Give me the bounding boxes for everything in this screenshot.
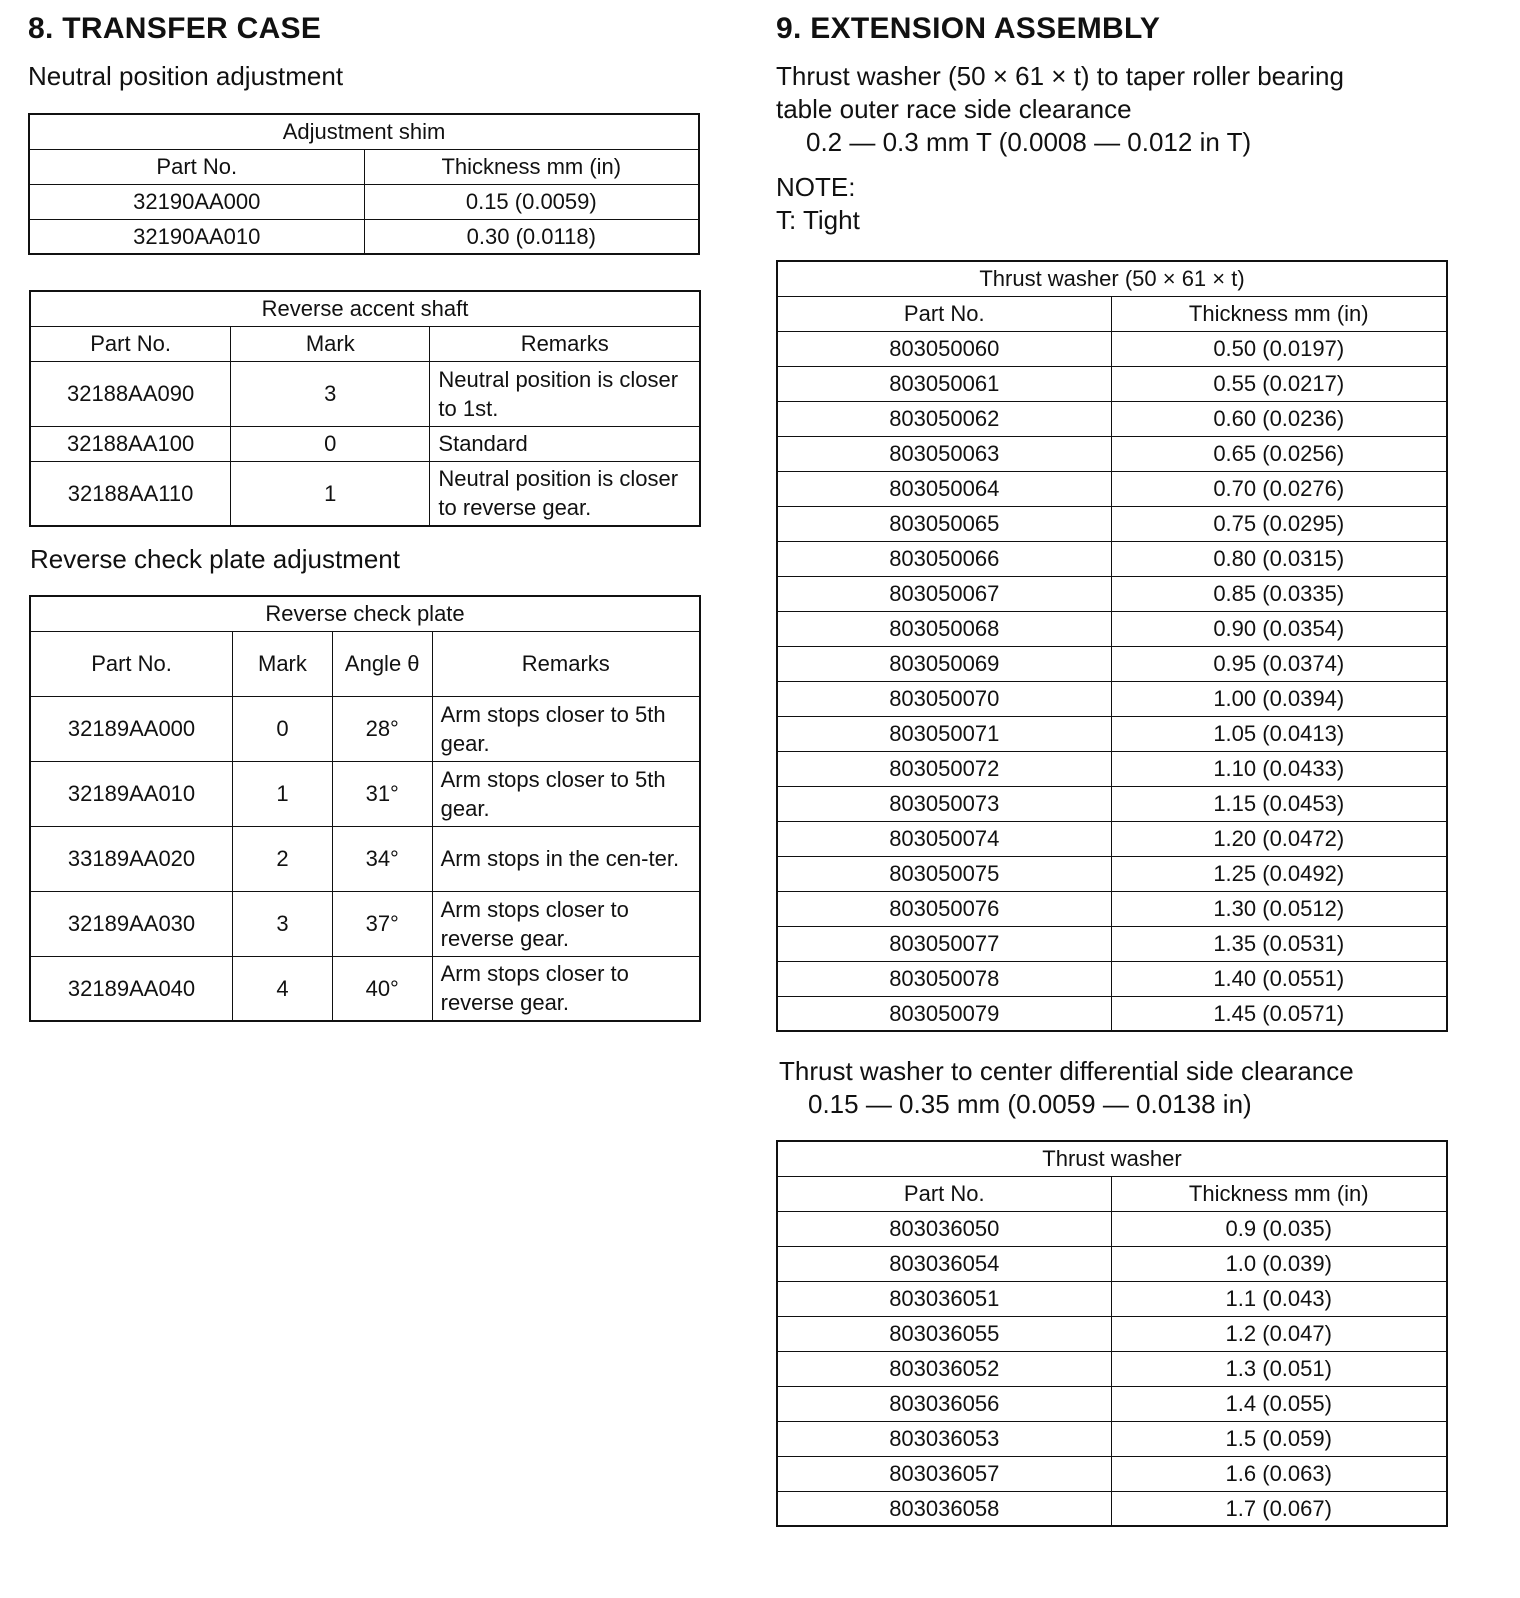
table-cell: 0.30 (0.0118) (364, 219, 699, 254)
table-caption-row (777, 261, 1447, 296)
note-label: NOTE: (776, 172, 856, 202)
reverse-check-plate-heading: Reverse check plate adjustment (30, 544, 400, 574)
table-cell: 803050072 (777, 751, 1111, 786)
table-cell: 2 (233, 826, 333, 891)
table-caption: Reverse accent shaft (30, 291, 700, 326)
table-cell: 0.60 (0.0236) (1111, 401, 1447, 436)
table-cell: 1.0 (0.039) (1111, 1246, 1447, 1281)
table-row (777, 961, 1447, 996)
table-row (777, 1281, 1447, 1316)
table-cell: 1.35 (0.0531) (1111, 926, 1447, 961)
clearance-text-line2: table outer race side clearance (776, 94, 1132, 124)
table-header-row (777, 296, 1447, 331)
table-caption: Thrust washer (50 × 61 × t) (777, 261, 1447, 296)
table-row (777, 856, 1447, 891)
table-cell: 803050073 (777, 786, 1111, 821)
column-header: Remarks (430, 326, 700, 361)
table-cell: 803036051 (777, 1281, 1111, 1316)
table-cell: 31° (332, 761, 432, 826)
table-cell: 0.90 (0.0354) (1111, 611, 1447, 646)
table-cell: 1.1 (0.043) (1111, 1281, 1447, 1316)
table-cell: Arm stops closer to 5th gear. (432, 696, 700, 761)
table-caption: Reverse check plate (30, 596, 700, 631)
section-title-transfer-case: 8. TRANSFER CASE (28, 12, 322, 45)
column-header: Thickness mm (in) (1111, 1176, 1447, 1211)
table-row (777, 786, 1447, 821)
table-row (777, 1386, 1447, 1421)
table-caption-row (777, 1141, 1447, 1176)
table-cell: 1 (231, 461, 430, 526)
table-row (777, 821, 1447, 856)
table-cell: 1.15 (0.0453) (1111, 786, 1447, 821)
table-cell: 803050061 (777, 366, 1111, 401)
table-row (29, 219, 699, 254)
table-cell: 1.40 (0.0551) (1111, 961, 1447, 996)
table-cell: 803036050 (777, 1211, 1111, 1246)
table-cell: Arm stops closer to 5th gear. (432, 761, 700, 826)
table-cell: 0.70 (0.0276) (1111, 471, 1447, 506)
table-cell: 3 (231, 361, 430, 426)
table-row (777, 891, 1447, 926)
table-cell: 803036052 (777, 1351, 1111, 1386)
table-cell: 1.10 (0.0433) (1111, 751, 1447, 786)
table-cell: 803036053 (777, 1421, 1111, 1456)
table-cell: 803036057 (777, 1456, 1111, 1491)
table-cell: 803050071 (777, 716, 1111, 751)
clearance-spec: 0.2 — 0.3 mm T (0.0008 — 0.012 in T) (806, 127, 1252, 157)
table-cell: 1.7 (0.067) (1111, 1491, 1447, 1526)
center-diff-clearance-spec: 0.15 — 0.35 mm (0.0059 — 0.0138 in) (808, 1089, 1252, 1119)
table-row (777, 506, 1447, 541)
table-cell: 803050068 (777, 611, 1111, 646)
table-cell: 803050078 (777, 961, 1111, 996)
column-header: Thickness mm (in) (364, 149, 699, 184)
table-cell: 803050076 (777, 891, 1111, 926)
table-row (777, 1421, 1447, 1456)
column-header: Mark (231, 326, 430, 361)
table-row (777, 1316, 1447, 1351)
column-header: Mark (233, 631, 333, 696)
table-caption: Thrust washer (777, 1141, 1447, 1176)
table-cell: 803050069 (777, 646, 1111, 681)
table-cell: 803036055 (777, 1316, 1111, 1351)
table-cell: Standard (430, 426, 700, 461)
table-cell: 33189AA020 (30, 826, 233, 891)
table-caption-row (29, 114, 699, 149)
table-cell: Arm stops closer to reverse gear. (432, 956, 700, 1021)
table-cell: 0.80 (0.0315) (1111, 541, 1447, 576)
table-row (777, 331, 1447, 366)
table-row (30, 826, 700, 891)
table-cell: 0.15 (0.0059) (364, 184, 699, 219)
table-caption-row (30, 291, 700, 326)
table-cell: 1.2 (0.047) (1111, 1316, 1447, 1351)
table-cell: 32188AA100 (30, 426, 231, 461)
table-caption-row (30, 596, 700, 631)
table-cell: 0.65 (0.0256) (1111, 436, 1447, 471)
table-row (30, 426, 700, 461)
table-row (29, 184, 699, 219)
table-cell: 0.9 (0.035) (1111, 1211, 1447, 1246)
table-row (777, 541, 1447, 576)
table-cell: Neutral position is closer to 1st. (430, 361, 700, 426)
table-cell: 37° (332, 891, 432, 956)
table-row (30, 696, 700, 761)
table-row (777, 576, 1447, 611)
table-cell: 1.6 (0.063) (1111, 1456, 1447, 1491)
note-text: T: Tight (776, 205, 860, 235)
clearance-text-line1: Thrust washer (50 × 61 × t) to taper roller bearing (776, 61, 1344, 91)
table-cell: 803050065 (777, 506, 1111, 541)
table-cell: 803050063 (777, 436, 1111, 471)
table-row (777, 471, 1447, 506)
thrust-washer-50x61-table (776, 260, 1448, 1032)
table-cell: 1.00 (0.0394) (1111, 681, 1447, 716)
table-cell: 1.30 (0.0512) (1111, 891, 1447, 926)
table-cell: 1.5 (0.059) (1111, 1421, 1447, 1456)
column-header: Part No. (777, 296, 1111, 331)
table-cell: 32189AA030 (30, 891, 233, 956)
column-header: Remarks (432, 631, 700, 696)
table-cell: 0.50 (0.0197) (1111, 331, 1447, 366)
column-header: Part No. (29, 149, 364, 184)
table-row (777, 1456, 1447, 1491)
table-row (777, 926, 1447, 961)
table-cell: 1.45 (0.0571) (1111, 996, 1447, 1031)
table-cell: 1.25 (0.0492) (1111, 856, 1447, 891)
table-cell: 4 (233, 956, 333, 1021)
column-header: Angle θ (332, 631, 432, 696)
table-row (777, 1211, 1447, 1246)
table-row (777, 1491, 1447, 1526)
table-row (30, 891, 700, 956)
table-cell: 28° (332, 696, 432, 761)
table-row (777, 401, 1447, 436)
table-cell: 803050064 (777, 471, 1111, 506)
table-cell: 803050074 (777, 821, 1111, 856)
table-cell: 32188AA110 (30, 461, 231, 526)
table-cell: 1.05 (0.0413) (1111, 716, 1447, 751)
table-cell: 803036058 (777, 1491, 1111, 1526)
table-cell: 0.85 (0.0335) (1111, 576, 1447, 611)
table-cell: 0.75 (0.0295) (1111, 506, 1447, 541)
table-row (777, 681, 1447, 716)
table-header-row (29, 149, 699, 184)
table-cell: 803050062 (777, 401, 1111, 436)
reverse-check-plate-table (29, 595, 701, 1022)
column-header: Part No. (777, 1176, 1111, 1211)
table-cell: 32190AA000 (29, 184, 364, 219)
table-cell: 1.3 (0.051) (1111, 1351, 1447, 1386)
center-diff-clearance-text: Thrust washer to center differential side clearance (779, 1056, 1354, 1086)
table-row (777, 996, 1447, 1031)
table-cell: 803050067 (777, 576, 1111, 611)
table-cell: 803050079 (777, 996, 1111, 1031)
table-row (777, 436, 1447, 471)
table-row (777, 1246, 1447, 1281)
table-cell: 34° (332, 826, 432, 891)
table-cell: 803050070 (777, 681, 1111, 716)
reverse-accent-shaft-table (29, 290, 701, 527)
table-cell: 40° (332, 956, 432, 1021)
table-cell: Neutral position is closer to reverse gear. (430, 461, 700, 526)
table-cell: 803036054 (777, 1246, 1111, 1281)
table-caption: Adjustment shim (29, 114, 699, 149)
table-cell: 32189AA010 (30, 761, 233, 826)
column-header: Part No. (30, 326, 231, 361)
table-row (777, 646, 1447, 681)
table-cell: 803050060 (777, 331, 1111, 366)
table-row (30, 361, 700, 426)
table-cell: 1.4 (0.055) (1111, 1386, 1447, 1421)
table-cell: 32190AA010 (29, 219, 364, 254)
table-row (777, 1351, 1447, 1386)
column-header: Thickness mm (in) (1111, 296, 1447, 331)
table-cell: 803050075 (777, 856, 1111, 891)
table-cell: 0 (231, 426, 430, 461)
table-cell: 0.55 (0.0217) (1111, 366, 1447, 401)
table-header-row (777, 1176, 1447, 1211)
thrust-washer-table (776, 1140, 1448, 1527)
table-cell: 3 (233, 891, 333, 956)
section-title-extension-assembly: 9. EXTENSION ASSEMBLY (776, 12, 1161, 45)
table-header-row (30, 326, 700, 361)
table-header-row (30, 631, 700, 696)
table-cell: 803036056 (777, 1386, 1111, 1421)
table-row (30, 761, 700, 826)
table-cell: 32188AA090 (30, 361, 231, 426)
table-cell: 32189AA040 (30, 956, 233, 1021)
table-row (777, 716, 1447, 751)
neutral-position-heading: Neutral position adjustment (28, 61, 344, 91)
table-cell: Arm stops in the cen-ter. (432, 826, 700, 891)
table-cell: 803050066 (777, 541, 1111, 576)
table-cell: 0.95 (0.0374) (1111, 646, 1447, 681)
table-row (30, 461, 700, 526)
table-row (777, 751, 1447, 786)
column-header: Part No. (30, 631, 233, 696)
table-row (30, 956, 700, 1021)
table-cell: 0 (233, 696, 333, 761)
table-cell: 1 (233, 761, 333, 826)
table-cell: 32189AA000 (30, 696, 233, 761)
table-row (777, 611, 1447, 646)
adjustment-shim-table (28, 113, 700, 255)
table-cell: Arm stops closer to reverse gear. (432, 891, 700, 956)
table-row (777, 366, 1447, 401)
table-cell: 803050077 (777, 926, 1111, 961)
table-cell: 1.20 (0.0472) (1111, 821, 1447, 856)
